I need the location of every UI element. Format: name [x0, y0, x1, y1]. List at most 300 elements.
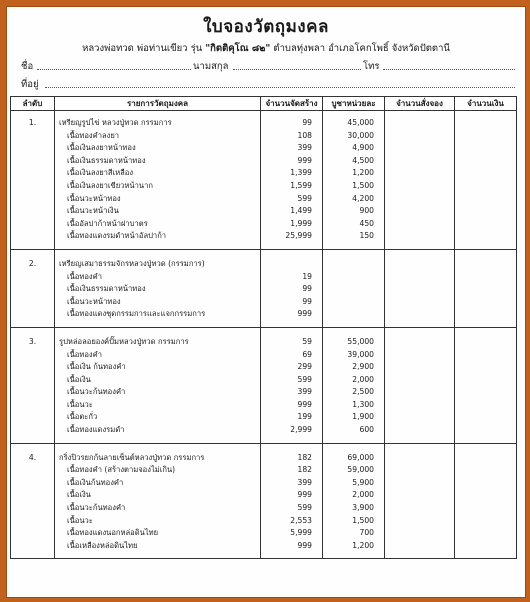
unit-price-text: 1,500 [352, 515, 374, 525]
item-name [55, 130, 261, 143]
unit-price-text: 900 [359, 206, 374, 216]
group-title-row [11, 336, 517, 349]
unit-price [323, 117, 385, 130]
group-number-text: 2. [28, 258, 37, 268]
table-row [11, 230, 517, 243]
unit-price-text: 30,000 [347, 130, 374, 140]
table-row [11, 489, 517, 502]
made-quantity-text: 1,999 [290, 218, 312, 228]
item-name [55, 411, 261, 424]
unit-price-text: 150 [359, 231, 374, 241]
amount-cell[interactable] [455, 155, 517, 168]
item-name-text: เนื้อนวะหน้าเงิน [67, 206, 119, 216]
item-name [55, 489, 261, 502]
made-quantity [261, 452, 323, 465]
group-title-text: รูปหล่อลอยองค์ปั๊มหลวงปู่ทวด กรรมการ [59, 336, 189, 346]
made-quantity [261, 155, 323, 168]
order-quantity-cell[interactable] [385, 527, 455, 540]
unit-price [323, 308, 385, 321]
made-quantity-text: 99 [302, 296, 312, 306]
item-name [55, 193, 261, 206]
surname-field[interactable] [233, 69, 361, 70]
item-name-text: เนื้อทองแดงรมดำ [67, 425, 125, 435]
order-quantity-cell[interactable] [385, 193, 455, 206]
unit-price [323, 142, 385, 155]
order-quantity-cell[interactable] [385, 117, 455, 130]
item-name-text: เนื้อเงินลงยาหน้าทอง [67, 143, 136, 153]
row-number-cell [11, 155, 55, 168]
made-quantity-text: 2,553 [290, 515, 312, 525]
col-header-item: รายการวัตถุมงคล [55, 97, 261, 111]
order-quantity-cell[interactable] [385, 386, 455, 399]
made-quantity-text: 19 [302, 271, 312, 281]
table-row [11, 540, 517, 553]
amount-cell[interactable] [455, 258, 517, 271]
table-row [11, 424, 517, 437]
phone-label: โทร [363, 61, 380, 72]
order-quantity-cell[interactable] [385, 489, 455, 502]
row-number-cell [11, 515, 55, 528]
unit-price-text: 2,900 [352, 362, 374, 372]
spacer-cell [385, 552, 455, 559]
row-number-cell [11, 167, 55, 180]
item-name-text: เนื้อนวะหน้าทอง [67, 296, 121, 306]
made-quantity-text: 199 [297, 412, 312, 422]
group-title [55, 336, 261, 349]
unit-price [323, 424, 385, 437]
row-number-cell [11, 527, 55, 540]
address-field[interactable] [45, 87, 515, 88]
order-quantity-cell[interactable] [385, 464, 455, 477]
made-quantity-text: 599 [297, 193, 312, 203]
col-header-ordered: จำนวนสั่งจอง [385, 97, 455, 111]
made-quantity [261, 502, 323, 515]
group-title-row [11, 117, 517, 130]
row-number-cell [11, 374, 55, 387]
row-number-cell [11, 218, 55, 231]
phone-field[interactable] [383, 69, 515, 70]
made-quantity [261, 167, 323, 180]
item-name [55, 283, 261, 296]
unit-price [323, 230, 385, 243]
item-name [55, 296, 261, 309]
col-header-price: บูชาหน่วยละ [323, 97, 385, 111]
made-quantity-text: 999 [297, 399, 312, 409]
table-row [11, 130, 517, 143]
made-quantity [261, 230, 323, 243]
unit-price-text: 5,900 [352, 477, 374, 487]
made-quantity [261, 193, 323, 206]
spacer-cell [323, 552, 385, 559]
made-quantity [261, 411, 323, 424]
row-number-cell [11, 424, 55, 437]
table-row [11, 477, 517, 490]
unit-price [323, 361, 385, 374]
amount-cell[interactable] [455, 361, 517, 374]
group-title-text: เหรียญรูปไข่ หลวงปู่ทวด กรรมการ [59, 118, 172, 127]
unit-price [323, 399, 385, 412]
item-name-text: เนื้อทองแดงนอกหล่อดินไทย [67, 528, 159, 538]
made-quantity [261, 336, 323, 349]
row-number-cell [11, 489, 55, 502]
group-number-text: 3. [28, 336, 37, 346]
item-name [55, 218, 261, 231]
row-number-cell [11, 477, 55, 490]
item-name-text: เนื้อทองคำลงยา [67, 130, 120, 140]
unit-price [323, 180, 385, 193]
made-quantity-text: 69 [302, 349, 312, 359]
table-row [11, 180, 517, 193]
amount-cell[interactable] [455, 386, 517, 399]
table-row [11, 527, 517, 540]
amount-cell[interactable] [455, 336, 517, 349]
item-name [55, 349, 261, 362]
item-name [55, 155, 261, 168]
made-quantity [261, 142, 323, 155]
table-row [11, 193, 517, 206]
amount-cell[interactable] [455, 515, 517, 528]
unit-price-text: 4,500 [352, 155, 374, 165]
item-name [55, 230, 261, 243]
item-name-text: เนื้อทองคำ (สร้างตามจองไม่เกิน) [67, 465, 176, 475]
subtitle-prefix: หลวงพ่อทวด พ่อท่านเขียว รุ่น [82, 43, 206, 54]
amount-cell[interactable] [455, 374, 517, 387]
item-name [55, 361, 261, 374]
unit-price [323, 540, 385, 553]
made-quantity [261, 296, 323, 309]
order-quantity-cell[interactable] [385, 205, 455, 218]
group-title-text: เหรียญเสมาธรรมจักรหลวงปู่ทวด (กรรมการ) [59, 258, 205, 268]
unit-price-text: 69,000 [347, 452, 374, 462]
order-quantity-cell[interactable] [385, 515, 455, 528]
col-header-made: จำนวนจัดสร้าง [261, 97, 323, 111]
row-number-cell [11, 193, 55, 206]
table-row [11, 283, 517, 296]
group-number-text: 1. [28, 118, 37, 127]
made-quantity [261, 117, 323, 130]
amount-cell[interactable] [455, 193, 517, 206]
made-quantity-text: 999 [297, 155, 312, 165]
unit-price-text: 2,000 [352, 490, 374, 500]
made-quantity-text: 59 [302, 336, 312, 346]
order-quantity-cell[interactable] [385, 477, 455, 490]
item-name [55, 142, 261, 155]
name-label: ชื่อ [21, 61, 34, 72]
table-row [11, 218, 517, 231]
row-number-cell [11, 540, 55, 553]
spacer-cell [455, 552, 517, 559]
made-quantity-text: 1,599 [290, 180, 312, 190]
table-row [11, 296, 517, 309]
subtitle-location: ตำบลทุ่งพลา อำเภอโคกโพธิ์ จังหวัดปัตตานี [270, 43, 450, 54]
order-quantity-cell[interactable] [385, 502, 455, 515]
address-row [21, 77, 515, 91]
amount-cell[interactable] [455, 349, 517, 362]
item-name [55, 502, 261, 515]
unit-price [323, 502, 385, 515]
amount-cell[interactable] [455, 117, 517, 130]
item-name-text: เนื้อเหลืองหล่อดินไทย [67, 540, 138, 550]
table-row [11, 515, 517, 528]
order-quantity-cell[interactable] [385, 361, 455, 374]
unit-price [323, 411, 385, 424]
item-name-text: เนื้อเงินธรรมดาหน้าทอง [67, 284, 146, 294]
made-quantity [261, 540, 323, 553]
amount-cell[interactable] [455, 489, 517, 502]
amount-cell[interactable] [455, 142, 517, 155]
row-number-cell [11, 205, 55, 218]
unit-price [323, 489, 385, 502]
amount-cell[interactable] [455, 205, 517, 218]
amount-cell[interactable] [455, 180, 517, 193]
row-number-cell [11, 386, 55, 399]
unit-price-text: 4,200 [352, 193, 374, 203]
table-row [11, 155, 517, 168]
group-number-text: 4. [28, 452, 37, 462]
unit-price-text: 2,500 [352, 387, 374, 397]
made-quantity [261, 489, 323, 502]
row-number-cell [11, 142, 55, 155]
made-quantity [261, 386, 323, 399]
amount-cell[interactable] [455, 130, 517, 143]
item-name [55, 308, 261, 321]
unit-price [323, 258, 385, 271]
order-table [10, 96, 517, 559]
unit-price [323, 349, 385, 362]
unit-price-text: 4,900 [352, 143, 374, 153]
table-row [11, 361, 517, 374]
item-name [55, 374, 261, 387]
made-quantity-text: 5,999 [290, 528, 312, 538]
made-quantity [261, 283, 323, 296]
made-quantity [261, 374, 323, 387]
made-quantity-text: 399 [297, 477, 312, 487]
unit-price-text: 1,200 [352, 168, 374, 178]
unit-price [323, 271, 385, 284]
order-quantity-cell[interactable] [385, 399, 455, 412]
amount-cell[interactable] [455, 452, 517, 465]
amount-cell[interactable] [455, 502, 517, 515]
table-row [11, 205, 517, 218]
made-quantity [261, 361, 323, 374]
group-title-text: กริ่งปิวรยกก้นลายเซ็นต์หลวงปู่ทวด กรรมการ [59, 452, 205, 462]
spacer-cell [261, 552, 323, 559]
amount-cell[interactable] [455, 399, 517, 412]
made-quantity [261, 258, 323, 271]
item-name-text: เนื้ออัลปาก้าหน้าฝาบาตร [67, 218, 148, 228]
item-name-text: เนื้อเงินลงยาสีเหลือง [67, 168, 134, 178]
unit-price-text: 55,000 [347, 336, 374, 346]
item-name-text: เนื้อเงินก้นทองคำ [67, 477, 124, 487]
order-quantity-cell[interactable] [385, 218, 455, 231]
item-name-text: เนื้อเงิน ก้นทองคำ [67, 362, 126, 372]
col-header-amount: จำนวนเงิน [455, 97, 517, 111]
address-label: ที่อยู่ [21, 79, 39, 90]
group-number [11, 452, 55, 465]
made-quantity-text: 599 [297, 503, 312, 513]
amount-cell[interactable] [455, 540, 517, 553]
order-quantity-cell[interactable] [385, 411, 455, 424]
made-quantity-text: 2,999 [290, 425, 312, 435]
unit-price-text: 600 [359, 425, 374, 435]
group-title [55, 452, 261, 465]
order-quantity-cell[interactable] [385, 271, 455, 284]
item-name-text: เนื้อนวะก้นทองคำ [67, 503, 126, 513]
item-name-text: เนื้อนวะก้นทองคำ [67, 387, 126, 397]
unit-price [323, 155, 385, 168]
order-quantity-cell[interactable] [385, 130, 455, 143]
item-name [55, 205, 261, 218]
made-quantity [261, 349, 323, 362]
item-name [55, 399, 261, 412]
made-quantity [261, 218, 323, 231]
item-name-text: เนื้อเงิน [67, 490, 91, 500]
item-name [55, 180, 261, 193]
amount-cell[interactable] [455, 411, 517, 424]
subtitle-edition: "กิตติคุโณ ๘๒" [205, 43, 271, 54]
item-name [55, 167, 261, 180]
item-name-text: เนื้อนวะ [67, 399, 93, 409]
table-row [11, 142, 517, 155]
unit-price-text: 1,900 [352, 412, 374, 422]
order-quantity-cell[interactable] [385, 296, 455, 309]
order-quantity-cell[interactable] [385, 349, 455, 362]
order-quantity-cell[interactable] [385, 374, 455, 387]
order-quantity-cell[interactable] [385, 155, 455, 168]
item-name-text: เนื้อเงินลงยาเขียวหน้านาก [67, 180, 153, 190]
order-quantity-cell[interactable] [385, 336, 455, 349]
item-name [55, 464, 261, 477]
row-number-cell [11, 271, 55, 284]
made-quantity-text: 99 [302, 118, 312, 127]
table-row [11, 411, 517, 424]
made-quantity-text: 999 [297, 490, 312, 500]
row-number-cell [11, 130, 55, 143]
amount-cell[interactable] [455, 464, 517, 477]
row-number-cell [11, 399, 55, 412]
row-number-cell [11, 296, 55, 309]
made-quantity [261, 180, 323, 193]
group-number [11, 117, 55, 130]
group-title-row [11, 258, 517, 271]
amount-cell[interactable] [455, 424, 517, 437]
item-name-text: เนื้อทองแดงรมดำหน้าอัลปาก้า [67, 231, 167, 241]
unit-price [323, 515, 385, 528]
row-number-cell [11, 349, 55, 362]
row-number-cell [11, 230, 55, 243]
unit-price [323, 336, 385, 349]
table-row [11, 349, 517, 362]
item-name [55, 540, 261, 553]
unit-price [323, 452, 385, 465]
unit-price [323, 296, 385, 309]
made-quantity-text: 182 [297, 452, 312, 462]
table-row [11, 271, 517, 284]
made-quantity [261, 515, 323, 528]
row-number-cell [11, 464, 55, 477]
unit-price-text: 700 [359, 528, 374, 538]
spacer-cell [11, 552, 55, 559]
table-header-row [11, 97, 517, 111]
amount-cell[interactable] [455, 167, 517, 180]
group-number [11, 258, 55, 271]
made-quantity [261, 399, 323, 412]
made-quantity [261, 527, 323, 540]
table-row [11, 167, 517, 180]
made-quantity-text: 299 [297, 362, 312, 372]
group-title-row [11, 452, 517, 465]
order-quantity-cell[interactable] [385, 308, 455, 321]
amount-cell[interactable] [455, 218, 517, 231]
order-quantity-cell[interactable] [385, 230, 455, 243]
made-quantity-text: 108 [297, 130, 312, 140]
made-quantity-text: 182 [297, 465, 312, 475]
unit-price [323, 218, 385, 231]
made-quantity-text: 599 [297, 374, 312, 384]
amount-cell[interactable] [455, 230, 517, 243]
item-name-text: เนื้อทองแดงชุดกรรมการและแจกกรรมการ [67, 309, 206, 319]
row-number-cell [11, 283, 55, 296]
col-header-no: ลำดับ [11, 97, 55, 111]
unit-price [323, 167, 385, 180]
order-quantity-cell[interactable] [385, 258, 455, 271]
order-quantity-cell[interactable] [385, 167, 455, 180]
order-quantity-cell[interactable] [385, 180, 455, 193]
table-row [11, 399, 517, 412]
unit-price [323, 283, 385, 296]
item-name [55, 271, 261, 284]
made-quantity [261, 477, 323, 490]
item-name-text: เนื้อนวะ [67, 515, 93, 525]
table-row [11, 502, 517, 515]
order-quantity-cell[interactable] [385, 540, 455, 553]
row-number-cell [11, 308, 55, 321]
order-quantity-cell[interactable] [385, 283, 455, 296]
unit-price-text: 45,000 [347, 118, 374, 127]
unit-price [323, 464, 385, 477]
unit-price-text: 450 [359, 218, 374, 228]
amount-cell[interactable] [455, 527, 517, 540]
unit-price [323, 527, 385, 540]
item-name [55, 515, 261, 528]
order-quantity-cell[interactable] [385, 424, 455, 437]
made-quantity-text: 999 [297, 309, 312, 319]
made-quantity-text: 399 [297, 143, 312, 153]
name-field[interactable] [37, 69, 191, 70]
made-quantity-text: 25,999 [285, 231, 312, 241]
amount-cell[interactable] [455, 283, 517, 296]
made-quantity-text: 999 [297, 540, 312, 550]
group-title [55, 258, 261, 271]
unit-price-text: 3,900 [352, 503, 374, 513]
item-name [55, 527, 261, 540]
unit-price [323, 193, 385, 206]
item-name-text: เนื้อเงิน [67, 374, 91, 384]
item-name [55, 424, 261, 437]
amount-cell[interactable] [455, 477, 517, 490]
made-quantity [261, 464, 323, 477]
table-row [11, 464, 517, 477]
order-quantity-cell[interactable] [385, 142, 455, 155]
amount-cell[interactable] [455, 296, 517, 309]
form-subtitle [7, 41, 525, 56]
amount-cell[interactable] [455, 308, 517, 321]
row-number-cell [11, 502, 55, 515]
item-name-text: เนื้อเงินธรรมดาหน้าทอง [67, 155, 146, 165]
amount-cell[interactable] [455, 271, 517, 284]
order-quantity-cell[interactable] [385, 452, 455, 465]
made-quantity [261, 271, 323, 284]
